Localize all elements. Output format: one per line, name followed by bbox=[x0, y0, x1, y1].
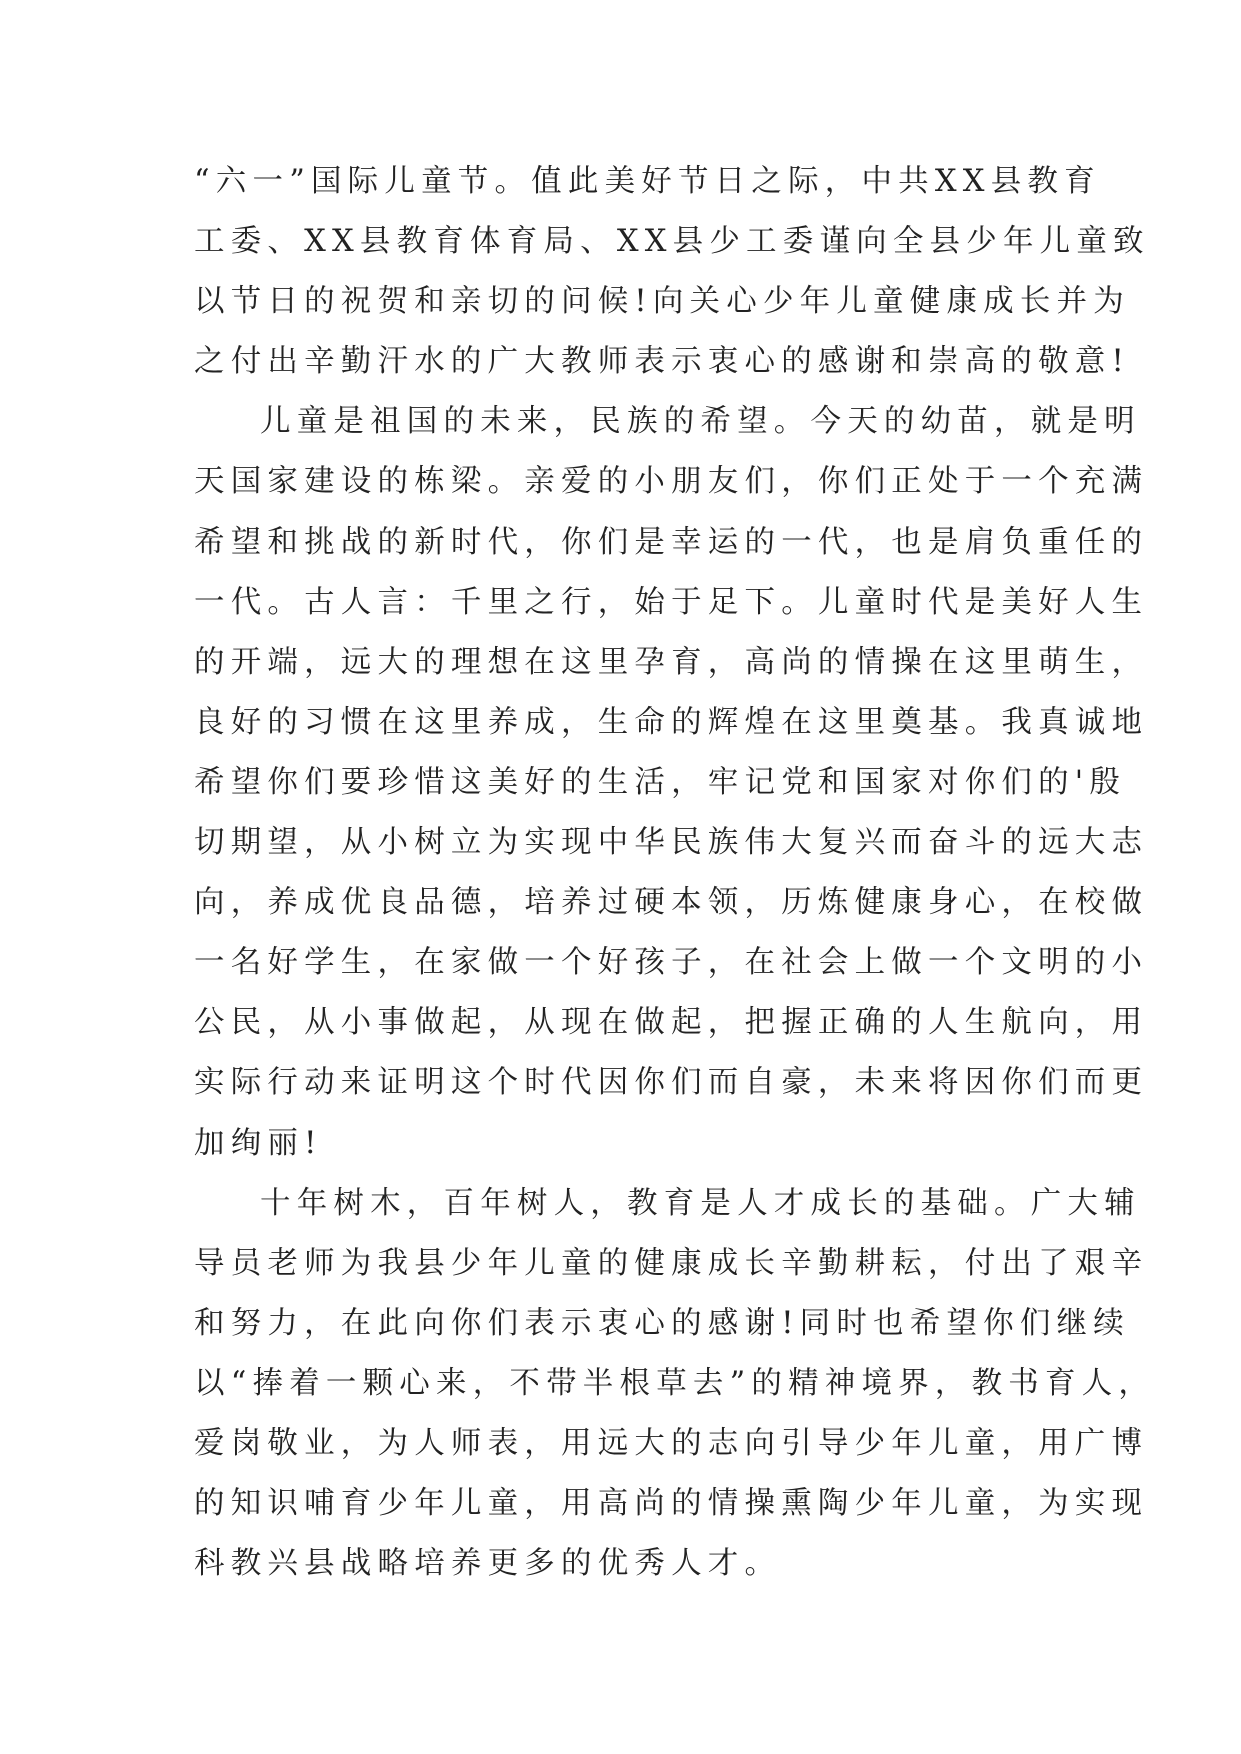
paragraph-3 bbox=[194, 1174, 1156, 1595]
text-line: 公民，从小事做起，从现在做起，把握正确的人生航向，用 bbox=[194, 1005, 1149, 1041]
text-line: 工委、XX县教育体育局、XX县少工委谨向全县少年儿童致 bbox=[194, 224, 1150, 260]
text-line: 天国家建设的栋梁。亲爱的小朋友们，你们正处于一个充满 bbox=[194, 464, 1149, 500]
text-line: 的知识哺育少年儿童，用高尚的情操熏陶少年儿童，为实现 bbox=[194, 1486, 1149, 1522]
text-line: 向，养成优良品德，培养过硬本领，历炼健康身心，在校做 bbox=[194, 885, 1149, 921]
text-line: 儿童是祖国的未来，民族的希望。今天的幼苗，就是明 bbox=[260, 404, 1141, 440]
text-line: 之付出辛勤汗水的广大教师表示衷心的感谢和崇高的敬意! bbox=[194, 344, 1130, 380]
text-line: 一代。古人言：千里之行，始于足下。儿童时代是美好人生 bbox=[194, 584, 1149, 620]
text-line: 十年树木，百年树人，教育是人才成长的基础。广大辅 bbox=[260, 1185, 1141, 1221]
document-body bbox=[194, 152, 1156, 1594]
text-line: 希望和挑战的新时代，你们是幸运的一代，也是肩负重任的 bbox=[194, 524, 1149, 560]
text-line: 科教兴县战略培养更多的优秀人才。 bbox=[194, 1546, 782, 1582]
text-line: “六一”国际儿童节。值此美好节日之际，中共XX县教育 bbox=[194, 164, 1101, 199]
text-line: 实际行动来证明这个时代因你们而自豪，未来将因你们而更 bbox=[194, 1065, 1149, 1101]
text-line: 加绚丽! bbox=[194, 1125, 323, 1161]
text-line: 希望你们要珍惜这美好的生活，牢记党和国家对你们的'殷 bbox=[194, 764, 1127, 800]
paragraph-1 bbox=[194, 152, 1150, 392]
text-line: 的开端，远大的理想在这里孕育，高尚的情操在这里萌生， bbox=[194, 644, 1149, 680]
text-line: 爱岗敬业，为人师表，用远大的志向引导少年儿童，用广博 bbox=[194, 1425, 1149, 1461]
text-line: 以节日的祝贺和亲切的问候!向关心少年儿童健康成长并为 bbox=[194, 284, 1130, 320]
text-line: 导员老师为我县少年儿童的健康成长辛勤耕耘，付出了艰辛 bbox=[194, 1245, 1149, 1281]
text-line: 一名好学生，在家做一个好孩子，在社会上做一个文明的小 bbox=[194, 945, 1149, 981]
text-line: 和努力，在此向你们表示衷心的感谢!同时也希望你们继续 bbox=[194, 1305, 1130, 1341]
text-line: 良好的习惯在这里养成，生命的辉煌在这里奠基。我真诚地 bbox=[194, 704, 1149, 740]
text-line: 以“捧着一颗心来，不带半根草去”的精神境界，教书育人， bbox=[194, 1365, 1156, 1401]
text-line: 切期望，从小树立为实现中华民族伟大复兴而奋斗的远大志 bbox=[194, 825, 1149, 861]
paragraph-2 bbox=[194, 392, 1149, 1173]
